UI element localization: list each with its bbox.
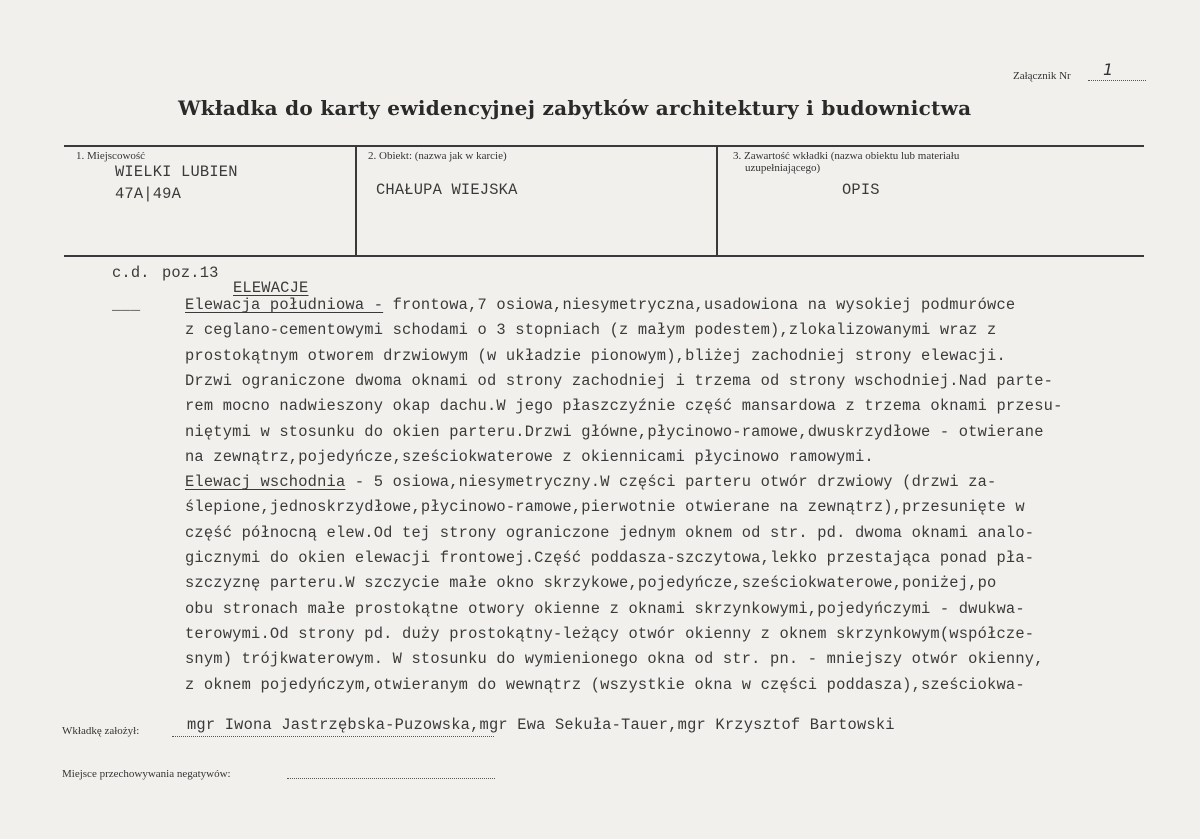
table-divider-1 [355, 145, 357, 255]
body-line [185, 676, 1025, 694]
body-line-text: z ceglano-cementowymi schodami o 3 stopniach (z małym podestem),zlokalizowanymi wraz z [185, 321, 997, 340]
body-line [185, 524, 1034, 542]
negatives-label: Miejsce przechowywania negatywów: [62, 768, 231, 780]
body-line [185, 574, 997, 592]
body-line [185, 321, 997, 339]
contents-value: OPIS [842, 181, 880, 199]
continuation-label: c.d. [112, 264, 150, 282]
section-heading: ELEWACJE [233, 279, 309, 297]
table-top-border [64, 145, 1144, 147]
body-line-text: snym) trójkwaterowym. W stosunku do wymienionego okna od str. pn. - mniejszy otwór okienny, [185, 650, 1044, 669]
body-line [185, 372, 1053, 390]
body-line [185, 296, 1015, 314]
location-label: 1. Miejscowość [76, 150, 146, 162]
body-line [185, 423, 1044, 441]
body-line-text: terowymi.Od strony pd. duży prostokątny-leżący otwór okienny z oknem skrzynkowym(współcze- [185, 624, 1035, 643]
annex-label: Załącznik Nr [1013, 70, 1071, 82]
body-line-text: rem mocno nadwieszony okap dachu.W jego płaszczyźnie część mansardowa z trzema oknami przesu- [185, 397, 1063, 416]
body-line-text: część północną elew.Od tej strony ograniczone jednym oknem od str. pd. dwoma oknami analo- [185, 523, 1035, 542]
body-line [185, 600, 1025, 618]
location-value-line1: WIELKI LUBIEN [115, 163, 238, 181]
contents-label-line1: 3. Zawartość wkładki (nazwa obiektu lub materiału [733, 150, 960, 162]
body-line-text: gicznymi do okien elewacji frontowej.Część poddasza-szczytowa,lekko przestająca ponad pła- [185, 549, 1035, 567]
body-line-text: niętymi w stosunku do okien parteru.Drzwi główne,płycinowo-ramowe,dwuskrzydłowe - otwierane [185, 422, 1044, 441]
section-lead: Elewacja południowa - [185, 296, 384, 314]
body-line-text: obu stronach małe prostokątne otwory okienne z oknami skrzynkowymi,pojedyńczymi - dwukwa- [185, 599, 1025, 618]
body-line [185, 650, 1044, 668]
negatives-line [287, 778, 495, 779]
position-label: poz.13 [162, 264, 219, 282]
contents-label-line2: uzupełniającego) [745, 162, 821, 174]
body-line-text: z oknem pojedyńczym,otwieranym do wewnątrz (wszystkie okna w części poddasza),sześciokwa- [185, 675, 1025, 694]
body-line [185, 448, 874, 466]
body-line [185, 549, 1034, 567]
body-line-text: ślepione,jednoskrzydłowe,płycinowo-ramowe,pierwotnie otwierane na zewnątrz),przesunięte w [185, 498, 1025, 517]
body-line [185, 347, 1006, 365]
body-line-text: frontowa,7 osiowa,niesymetryczna,usadowiona na wysokiej podmurówce [383, 296, 1016, 314]
body-line-text: - 5 osiowa,niesymetryczny.W części parteru otwór drzwiowy (drzwi za- [345, 473, 997, 492]
body-line [185, 498, 1025, 516]
author-value: mgr Iwona Jastrzębska-Puzowska,mgr Ewa Sekuła-Tauer,mgr Krzysztof Bartowski [187, 716, 895, 734]
table-divider-2 [716, 145, 718, 255]
body-line-text: Drzwi ograniczone dwoma oknami od strony zachodniej i trzema od strony wschodniej.Nad parte- [185, 371, 1054, 390]
object-value: CHAŁUPA WIEJSKA [376, 181, 518, 199]
body-line [185, 473, 997, 491]
page-title: Wkładka do karty ewidencyjnej zabytków architektury i budownictwa [178, 96, 972, 120]
body-line-text: na zewnątrz,pojedyńcze,sześciokwaterowe z okiennicami płycinowo ramowymi. [185, 447, 874, 466]
author-label: Wkładkę założył: [62, 725, 140, 737]
table-bottom-border [64, 255, 1144, 257]
object-label: 2. Obiekt: (nazwa jak w karcie) [368, 150, 507, 162]
body-line-text: szczyznę parteru.W szczycie małe okno skrzykowe,pojedyńcze,sześciokwaterowe,poniżej,po [185, 574, 997, 593]
author-line [172, 736, 494, 737]
annex-number: 1 [1103, 60, 1114, 79]
annex-number-line [1088, 80, 1146, 81]
body-line [185, 625, 1034, 643]
body-line [185, 397, 1063, 415]
location-value-line2: 47A|49A [115, 185, 182, 203]
dash-marker: ___ [112, 296, 141, 314]
body-line-text: prostokątnym otworem drzwiowym (w układzie pionowym),bliżej zachodniej strony elewacji. [185, 346, 1006, 365]
section-lead: Elewacj wschodnia [185, 473, 346, 492]
